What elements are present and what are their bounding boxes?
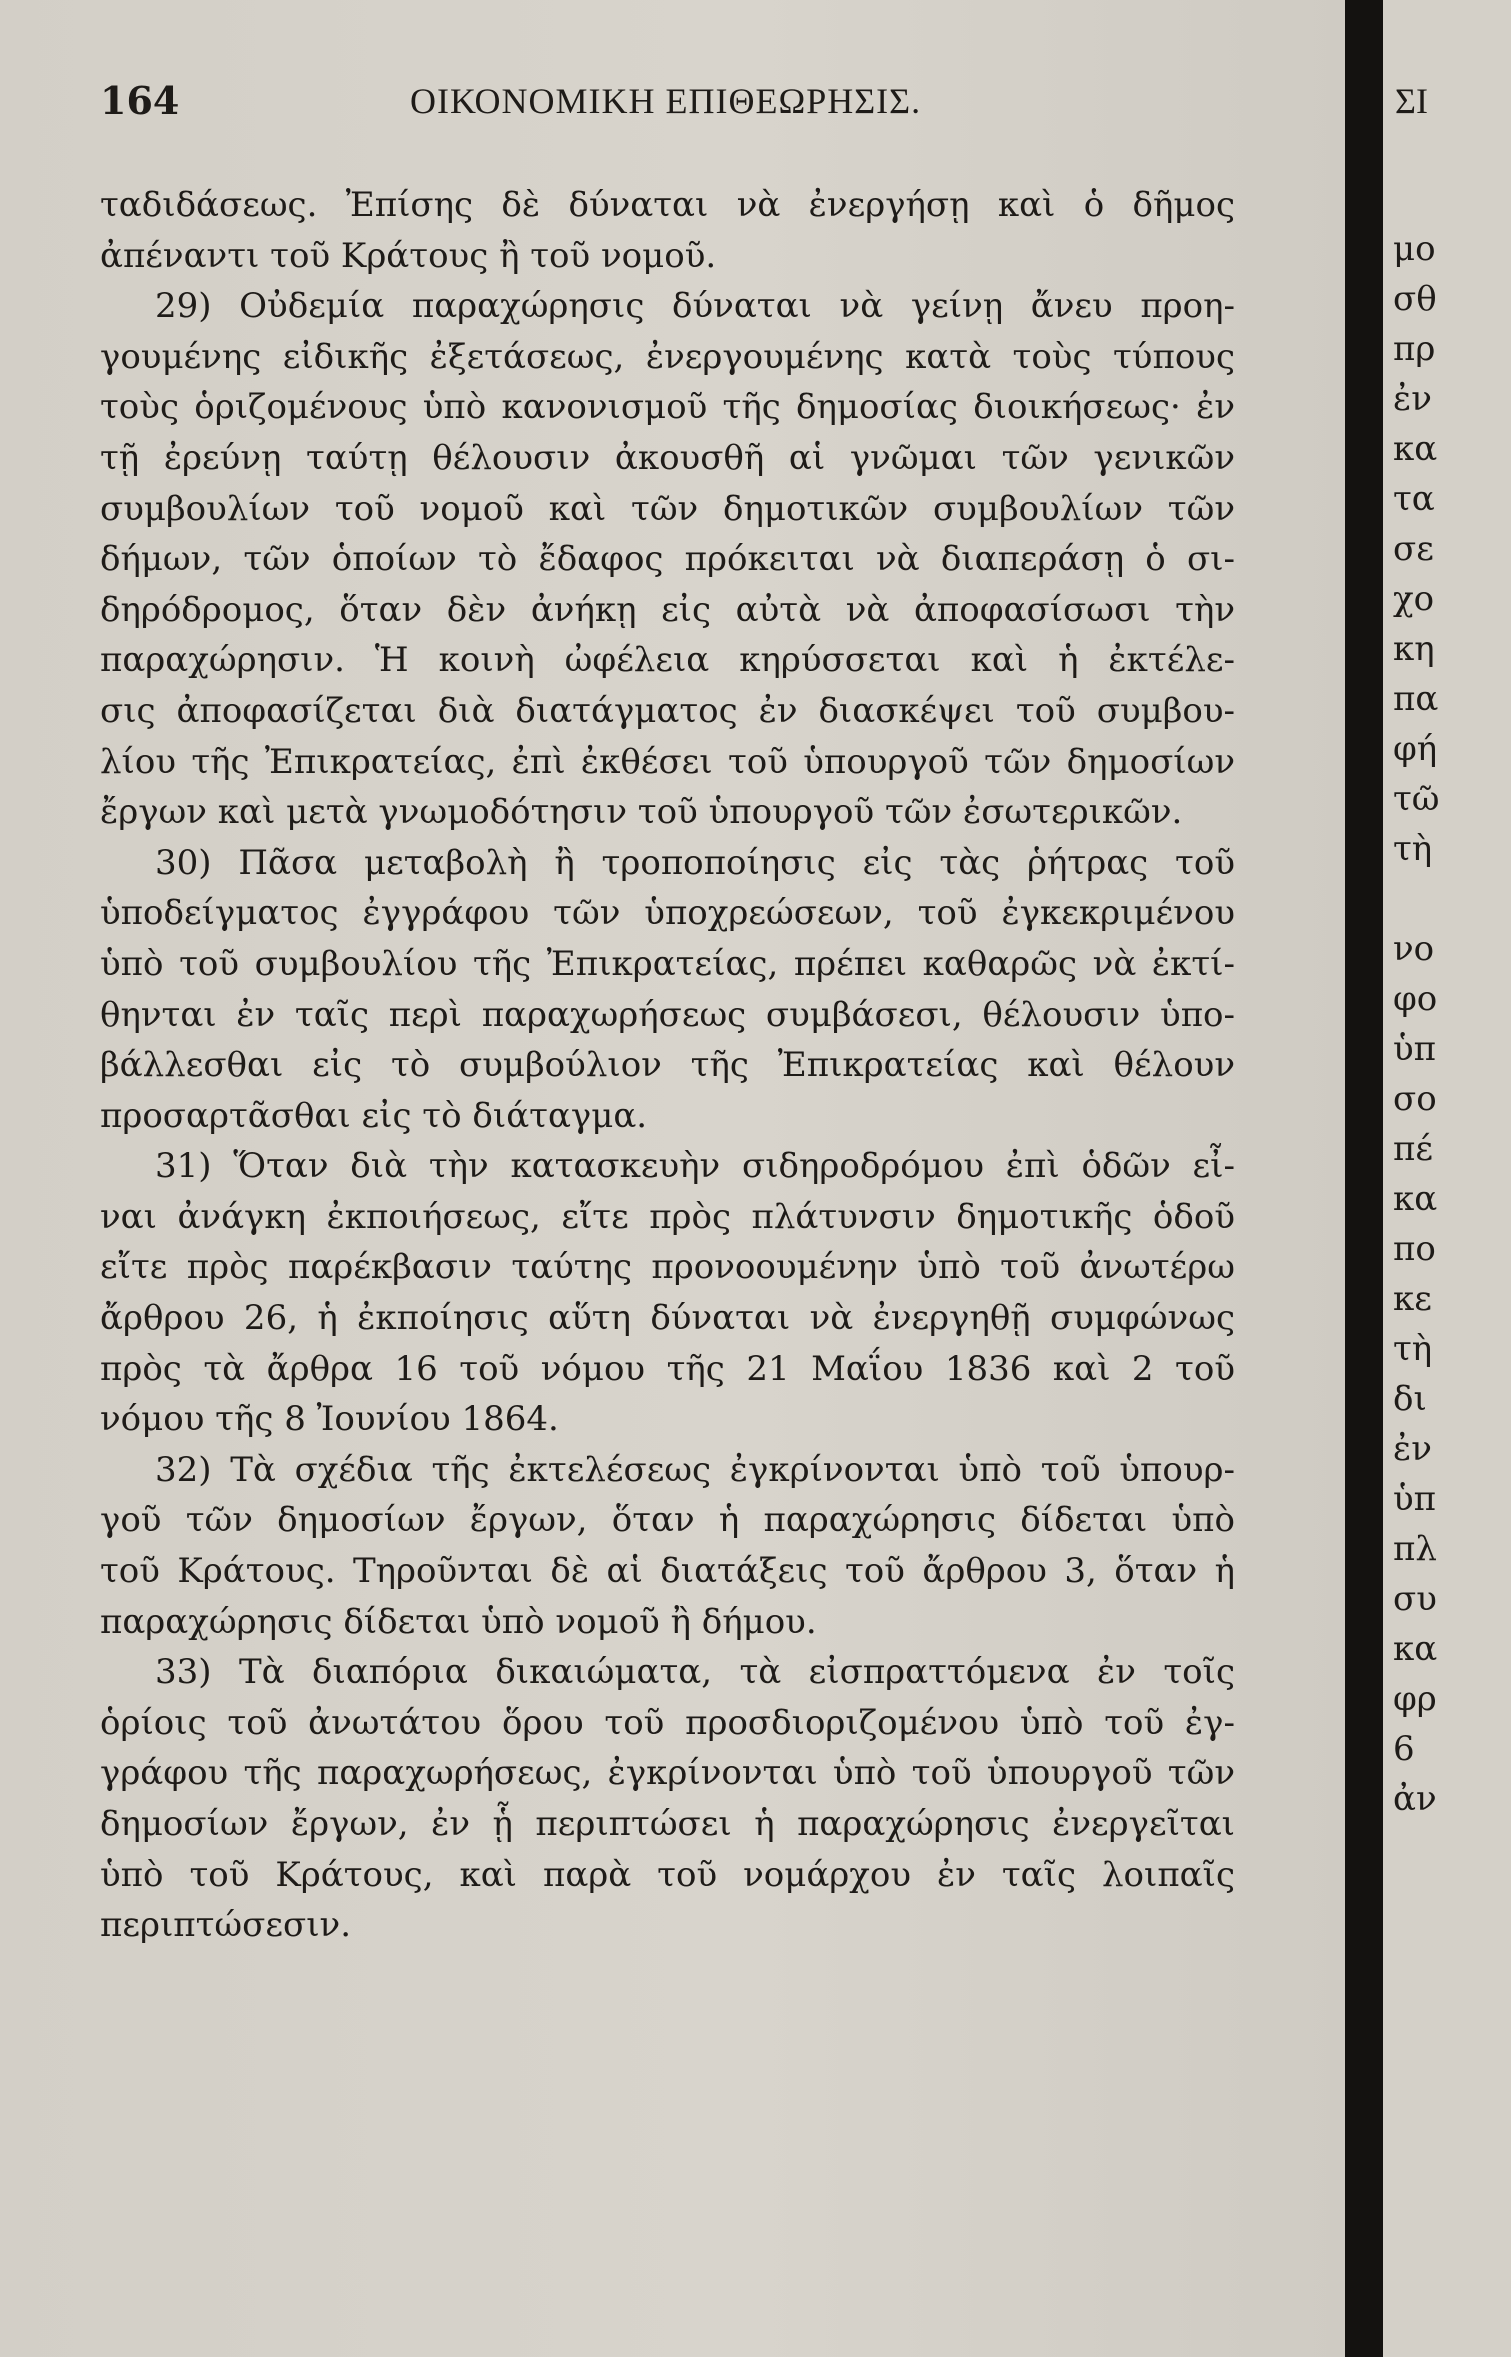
facing-line: κα: [1393, 429, 1438, 469]
facing-line: δι: [1393, 1379, 1427, 1419]
text-line: τοῦ Κράτους. Τηροῦνται δὲ αἱ διατάξεις τοῦ ἄρθρου 3, ὅταν ἡ: [100, 1551, 1235, 1592]
text-line: συμβουλίων τοῦ νομοῦ καὶ τῶν δημοτικῶν συμβουλίων τῶν: [100, 488, 1235, 529]
facing-line: κε: [1393, 1279, 1432, 1319]
facing-line: συ: [1393, 1579, 1437, 1619]
facing-line: τῶ: [1393, 779, 1440, 819]
facing-line: [1393, 874, 1440, 924]
facing-line: 6: [1393, 1729, 1415, 1769]
facing-line: φρ: [1393, 1679, 1437, 1719]
facing-line: σε: [1393, 529, 1434, 569]
page-header: [100, 78, 1300, 138]
facing-line: νο: [1393, 929, 1435, 969]
page-number: 164: [100, 78, 180, 123]
facing-page-text: [1393, 224, 1440, 1824]
text-line: προσαρτᾶσθαι εἰς τὸ διάταγμα.: [100, 1095, 648, 1136]
text-line: ἀπέναντι τοῦ Κράτους ἢ τοῦ νομοῦ.: [100, 235, 717, 276]
text-line: παραχώρησιν. Ἡ κοινὴ ὠφέλεια κηρύσσεται καὶ ἡ ἐκτέλε-: [100, 640, 1235, 681]
facing-line: κα: [1393, 1179, 1438, 1219]
facing-line: πρ: [1393, 329, 1436, 369]
facing-line: ἐν: [1393, 1429, 1432, 1469]
text-line: περιπτώσεσιν.: [100, 1905, 351, 1946]
text-line: ὑπὸ τοῦ Κράτους, καὶ παρὰ τοῦ νομάρχου ἐν ταῖς λοιπαῖς: [100, 1854, 1235, 1895]
paragraph-32-start: 32) Τὰ σχέδια τῆς ἐκτελέσεως ἐγκρίνονται ὑπὸ τοῦ ὑπουρ-: [155, 1449, 1235, 1490]
text-line: λίου τῆς Ἐπικρατείας, ἐπὶ ἐκθέσει τοῦ ὑπουργοῦ τῶν δημοσίων: [100, 741, 1235, 782]
paragraph-30-start: 30) Πᾶσα μεταβολὴ ἢ τροποποίησις εἰς τὰς ῥήτρας τοῦ: [155, 842, 1235, 883]
facing-line: πο: [1393, 1229, 1436, 1269]
facing-line: ὑπ: [1393, 1029, 1437, 1069]
text-line: γράφου τῆς παραχωρήσεως, ἐγκρίνονται ὑπὸ τοῦ ὑπουργοῦ τῶν: [100, 1753, 1235, 1794]
text-line: ταδιδάσεως. Ἐπίσης δὲ δύναται νὰ ἐνεργήσῃ καὶ ὁ δῆμος: [100, 185, 1235, 225]
text-line: τοὺς ὁριζομένους ὑπὸ κανονισμοῦ τῆς δημοσίας διοικήσεως· ἐν: [100, 387, 1235, 428]
facing-line: κη: [1393, 629, 1435, 669]
text-line: σις ἀποφασίζεται διὰ διατάγματος ἐν διασκέψει τοῦ συμβου-: [100, 690, 1235, 731]
text-line: δημοσίων ἔργων, ἐν ᾗ περιπτώσει ἡ παραχώρησις ἐνεργεῖται: [100, 1804, 1235, 1844]
text-line: γοῦ τῶν δημοσίων ἔργων, ὅταν ἡ παραχώρησις δίδεται ὑπὸ: [100, 1500, 1235, 1541]
facing-line: φή: [1393, 729, 1438, 769]
facing-line: πλ: [1393, 1529, 1437, 1569]
text-line: ἔργων καὶ μετὰ γνωμοδότησιν τοῦ ὑπουργοῦ τῶν ἐσωτερικῶν.: [100, 792, 1183, 833]
text-line: δηρόδρομος, ὅταν δὲν ἀνήκῃ εἰς αὐτὰ νὰ ἀποφασίσωσι τὴν: [100, 589, 1235, 630]
facing-page-header: ΣΙ: [1395, 81, 1428, 121]
facing-line: σο: [1393, 1079, 1437, 1119]
paragraph-29-start: 29) Οὐδεμία παραχώρησις δύναται νὰ γείνῃ ἄνευ προη-: [155, 286, 1235, 327]
text-line: ὑπὸ τοῦ συμβουλίου τῆς Ἐπικρατείας, πρέπει καθαρῶς νὰ ἐκτί-: [100, 943, 1235, 984]
facing-line: ὑπ: [1393, 1479, 1437, 1519]
facing-line: πα: [1393, 679, 1439, 719]
facing-page: [1383, 0, 1511, 2357]
text-line: εἴτε πρὸς παρέκβασιν ταύτης προνοουμένην ὑπὸ τοῦ ἀνωτέρω: [100, 1247, 1235, 1288]
running-title: ΟΙΚΟΝΟΜΙΚΗ ΕΠΙΘΕΩΡΗΣΙΣ.: [410, 81, 922, 121]
text-line: ὁρίοις τοῦ ἀνωτάτου ὅρου τοῦ προσδιοριζομένου ὑπὸ τοῦ ἐγ-: [100, 1702, 1235, 1743]
facing-line: φο: [1393, 979, 1438, 1019]
text-line: παραχώρησις δίδεται ὑπὸ νομοῦ ἢ δήμου.: [100, 1601, 817, 1642]
facing-line: ἐν: [1393, 379, 1432, 419]
facing-line: τὴ: [1393, 829, 1433, 869]
text-line: τῇ ἐρεύνῃ ταύτῃ θέλουσιν ἀκουσθῆ αἱ γνῶμαι τῶν γενικῶν: [100, 437, 1235, 478]
book-gutter: [1345, 0, 1383, 2357]
text-line: ναι ἀνάγκη ἐκποιήσεως, εἴτε πρὸς πλάτυνσιν δημοτικῆς ὁδοῦ: [100, 1196, 1235, 1237]
body-text: [100, 180, 1235, 1951]
paragraph-33-start: 33) Τὰ διαπόρια δικαιώματα, τὰ εἰσπραττόμενα ἐν τοῖς: [155, 1652, 1235, 1693]
facing-line: ἀν: [1393, 1779, 1437, 1819]
text-line: θηνται ἐν ταῖς περὶ παραχωρήσεως συμβάσεσι, θέλουσιν ὑπο-: [100, 994, 1235, 1035]
facing-line: χο: [1393, 579, 1435, 619]
text-line: γουμένης εἰδικῆς ἐξετάσεως, ἐνεργουμένης κατὰ τοὺς τύπους: [100, 336, 1235, 377]
facing-line: πέ: [1393, 1129, 1433, 1169]
paragraph-31-start: 31) Ὅταν διὰ τὴν κατασκευὴν σιδηροδρόμου ἐπὶ ὁδῶν εἶ-: [155, 1146, 1235, 1187]
text-line: δήμων, τῶν ὁποίων τὸ ἔδαφος πρόκειται νὰ διαπεράσῃ ὁ σι-: [100, 539, 1235, 580]
facing-line: κα: [1393, 1629, 1438, 1669]
facing-line: τα: [1393, 479, 1435, 519]
text-line: ἄρθρου 26, ἡ ἐκποίησις αὕτη δύναται νὰ ἐνεργηθῇ συμφώνως: [100, 1298, 1235, 1339]
text-line: ὑποδείγματος ἐγγράφου τῶν ὑποχρεώσεων, τοῦ ἐγκεκριμένου: [100, 893, 1235, 934]
facing-line: τὴ: [1393, 1329, 1433, 1369]
text-line: νόμου τῆς 8 Ἰουνίου 1864.: [100, 1399, 559, 1440]
text-line: πρὸς τὰ ἄρθρα 16 τοῦ νόμου τῆς 21 Μαΐου 1836 καὶ 2 τοῦ: [100, 1348, 1235, 1389]
facing-line: σθ: [1393, 279, 1437, 319]
facing-line: μο: [1393, 229, 1436, 269]
text-line: βάλλεσθαι εἰς τὸ συμβούλιον τῆς Ἐπικρατείας καὶ θέλουν: [100, 1045, 1235, 1086]
